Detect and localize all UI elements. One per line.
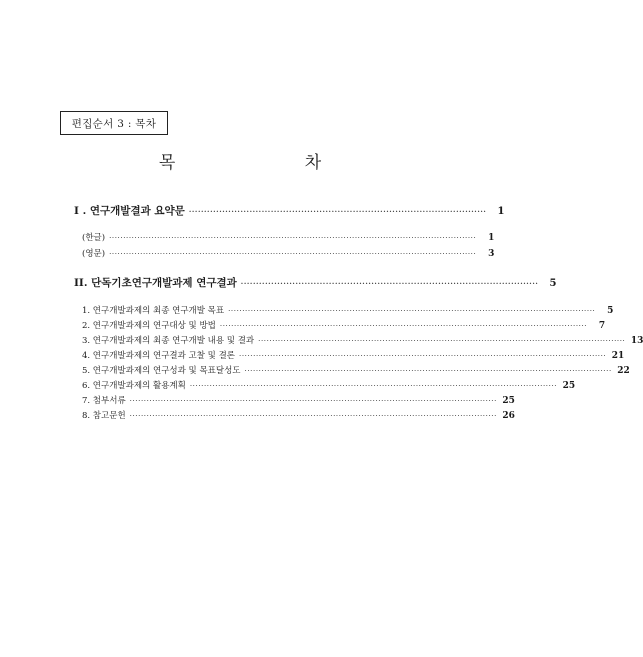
toc-entry-page: 5 xyxy=(607,306,614,316)
toc-entry-page: 22 xyxy=(617,366,630,376)
toc-entry-page: 21 xyxy=(611,351,625,361)
toc-entry-label: 3. 연구개발과제의 최종 연구개발 내용 및 결과 xyxy=(82,336,255,346)
leader-dots: ·································································································· xyxy=(240,279,539,288)
toc-entry[interactable] xyxy=(82,247,495,259)
toc-entry-label: 6. 연구개발과제의 활용계획 xyxy=(82,381,186,391)
leader-dots: ·································································································································· xyxy=(189,382,558,390)
toc-entry[interactable] xyxy=(82,319,606,331)
toc-entry-label: (영문) xyxy=(82,249,106,259)
toc-section-label: II. 단독기초연구개발과제 연구결과 xyxy=(74,277,237,289)
toc-entry-page: 25 xyxy=(562,381,576,391)
leader-dots: ·································································································································· xyxy=(228,307,596,315)
toc-entry[interactable] xyxy=(82,349,625,361)
toc-section-page: 5 xyxy=(549,278,557,289)
toc-entry[interactable] xyxy=(82,394,515,406)
toc-entry[interactable] xyxy=(82,334,643,346)
page-title: 목 차 xyxy=(158,153,384,173)
leader-dots: ·································································································································· xyxy=(219,322,588,330)
toc-entry[interactable] xyxy=(82,364,630,376)
toc-entry-label: (한글) xyxy=(82,233,106,243)
leader-dots: ·································································································································· xyxy=(129,412,497,420)
toc-entry[interactable] xyxy=(82,409,515,421)
toc-entry-label: 8. 참고문헌 xyxy=(82,411,126,421)
toc-entry[interactable] xyxy=(82,231,495,243)
toc-entry[interactable] xyxy=(82,379,576,391)
section-tag xyxy=(60,111,168,135)
toc-section-2[interactable] xyxy=(74,275,557,290)
toc-entry-label: 2. 연구개발과제의 연구대상 및 방법 xyxy=(82,321,216,331)
leader-dots: ·································································································· xyxy=(188,207,487,216)
toc-section-1[interactable] xyxy=(74,203,505,218)
toc-entry-label: 7. 첨부서류 xyxy=(82,396,126,406)
leader-dots: ·································································································································· xyxy=(109,234,477,242)
toc-entry-page: 25 xyxy=(502,396,515,406)
toc-entry[interactable] xyxy=(82,304,614,316)
leader-dots: ·································································································································· xyxy=(258,337,626,345)
leader-dots: ·································································································································· xyxy=(109,250,477,258)
leader-dots: ·································································································································· xyxy=(244,367,612,375)
leader-dots: ·································································································································· xyxy=(239,352,607,360)
toc-entry-page: 7 xyxy=(598,321,606,331)
leader-dots: ·································································································································· xyxy=(129,397,497,405)
toc-entry-page: 26 xyxy=(502,411,515,421)
toc-entry-label: 1. 연구개발과제의 최종 연구개발 목표 xyxy=(82,306,225,316)
toc-entry-label: 4. 연구개발과제의 연구결과 고찰 및 결론 xyxy=(82,351,235,361)
toc-entry-page: 13 xyxy=(630,336,643,346)
section-tag-text: 편집순서 3 : 목차 xyxy=(71,117,157,130)
toc-section-page: 1 xyxy=(497,206,505,217)
toc-section-label: I . 연구개발결과 요약문 xyxy=(74,205,185,217)
toc-entry-label: 5. 연구개발과제의 연구성과 및 목표달성도 xyxy=(82,366,241,376)
toc-entry-page: 1 xyxy=(488,233,495,243)
toc-entry-page: 3 xyxy=(488,249,495,259)
